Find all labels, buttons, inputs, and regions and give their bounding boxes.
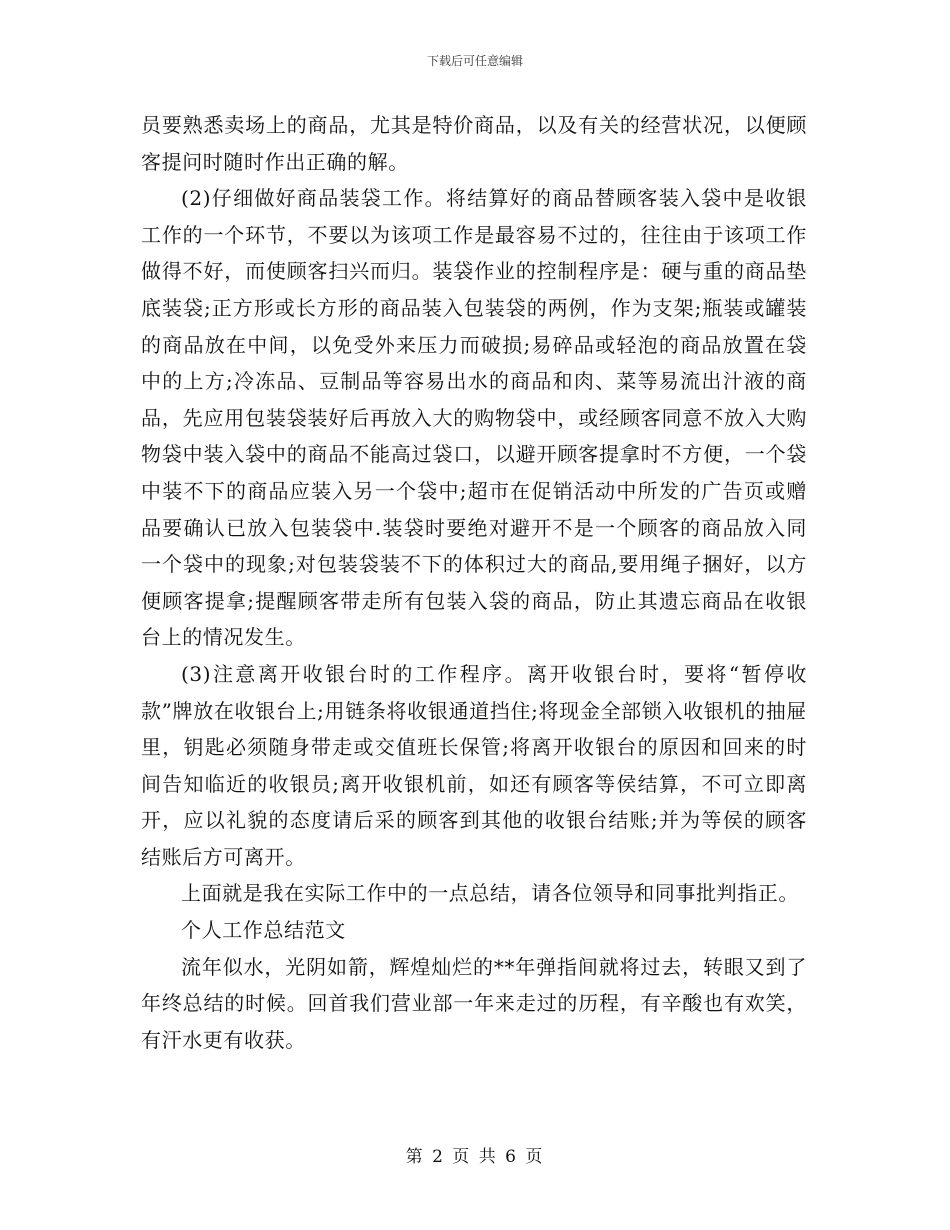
paragraph-intro: 流年似水，光阴如箭，辉煌灿烂的**年弹指间就将过去，转眼又到了年终总结的时候。回首我们营业部一年来走过的历程，有辛酸也有欢笑，有汗水更有收获。 — [141, 954, 807, 1052]
page-number: 第 2 页 共 6 页 — [405, 1147, 545, 1167]
document-body — [141, 107, 807, 1058]
paragraph-continuation: 员要熟悉卖场上的商品，尤其是特价商品，以及有关的经营状况，以便顾客提问时随时作出正确的解。 — [141, 113, 807, 174]
paragraph-conclusion: 上面就是我在实际工作中的一点总结，请各位领导和同事批判指正。 — [181, 881, 799, 906]
paragraph-bagging: (2)仔细做好商品装袋工作。将结算好的商品替顾客装入袋中是收银工作的一个环节，不要以为该项工作是最容易不过的，往往由于该项工作做得不好，而使顾客扫兴而归。装袋作业的控制程序是：硬与重的商品垫底装袋;正方形或长方形的商品装入包装袋的两例，作为支架;瓶装或罐装的商品放在中间，以免受外来压力而破损;易碎品或轻泡的商品放置在袋中的上方;冷冻品、豆制品等容易出水的商品和肉、菜等易流出汁液的商品，先应用包装袋装好后再放入大的购物袋中，或经顾客同意不放入大购物袋中装入袋中的商品不能高过袋口，以避开顾客提拿时不方便，一个袋中装不下的商品应装入另一个袋中;超市在促销活动中所发的广告页或赠品要确认已放入包装袋中.装袋时要绝对避开不是一个顾客的商品放入同一个袋中的现象;对包装袋装不下的体积过大的商品,要用绳子捆好，以方便顾客提拿;提醒顾客带走所有包装入袋的商品，防止其遗忘商品在收银台上的情况发生。 — [141, 186, 807, 650]
paragraph-leaving-counter: (3)注意离开收银台时的工作程序。离开收银台时，要将“暂停收款”牌放在收银台上;用链条将收银通道挡住;将现金全部锁入收银机的抽屉里，钥匙必须随身带走或交值班长保管;将离开收银台的原因和回来的时间告知临近的收银员;离开收银机前，如还有顾客等侯结算，不可立即离开，应以礼貌的态度请后采的顾客到其他的收银台结账;并为等侯的顾客结账后方可离开。 — [141, 661, 807, 869]
page-header: 下载后可任意编辑 — [426, 54, 523, 68]
section-title: 个人工作总结范文 — [181, 918, 346, 943]
